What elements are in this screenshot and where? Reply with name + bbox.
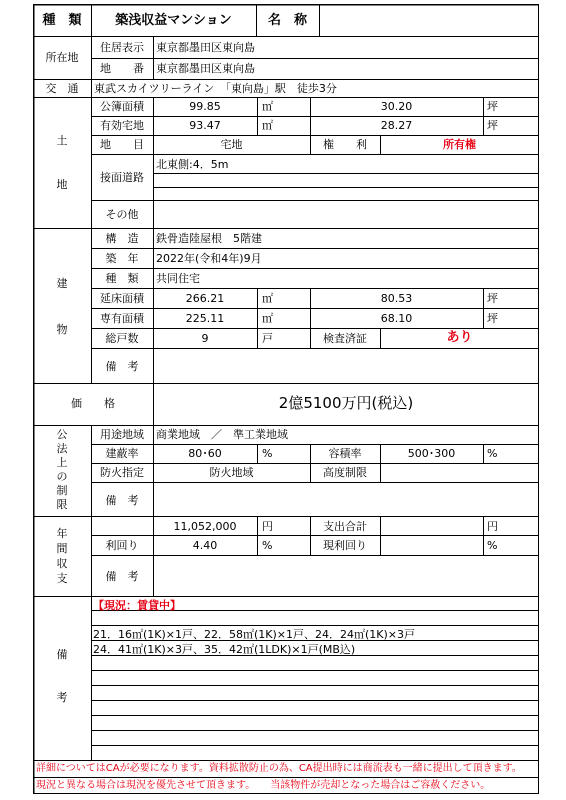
income-label-3: 収 <box>56 557 68 570</box>
registered-area-sqm: 99.85 <box>189 100 221 113</box>
coverage-unit: % <box>262 447 273 460</box>
registered-area-tsubo: 30.20 <box>380 100 413 113</box>
zoning-label-4: の <box>56 470 68 483</box>
zoning-label-5: 制 <box>56 484 68 497</box>
income-remarks-label: 備 考 <box>105 570 139 583</box>
address-value: 東京都墨田区東向島 <box>156 41 255 54</box>
unit-sqm: ㎡ <box>262 292 273 305</box>
unit-sqm: ㎡ <box>262 119 273 132</box>
building-label-top: 建 <box>56 277 68 290</box>
location-label: 所在地 <box>45 51 79 64</box>
net-yield-label: 現利回り <box>323 539 367 552</box>
lot-label: 地 番 <box>100 62 144 75</box>
net-yield-unit: % <box>487 539 498 552</box>
effective-area-tsubo: 28.27 <box>380 119 413 132</box>
address-label: 住居表示 <box>100 41 144 54</box>
transport-value: 東武スカイツリーライン 「東向島」駅 徒歩3分 <box>94 82 337 95</box>
property-sheet <box>33 4 539 794</box>
land-label-top: 土 <box>56 134 68 147</box>
zoning-label-3: 上 <box>56 456 68 469</box>
unit-tsubo: 坪 <box>487 312 498 325</box>
footer-note-2: 現況と異なる場合は現況を優先させて頂きます。 当該物件が売却となった場合はご容赦ください。 <box>36 780 491 791</box>
income-label-4: 支 <box>56 572 68 585</box>
zoning-remarks-label: 備 考 <box>105 494 139 507</box>
building-remarks-label: 備 考 <box>105 360 139 373</box>
units-value: 9 <box>201 332 209 345</box>
zoning-label-1: 公 <box>56 428 68 441</box>
structure-value: 鉄骨造陸屋根 5階建 <box>156 232 262 245</box>
unit-sqm: ㎡ <box>262 100 273 113</box>
annual-income-unit: 円 <box>262 520 273 533</box>
land-right-label: 権 利 <box>323 138 367 151</box>
zoning-label-2: 法 <box>56 442 68 455</box>
unit-tsubo: 坪 <box>487 292 498 305</box>
inspection-label: 検査済証 <box>323 332 367 345</box>
name-label: 名 称 <box>267 13 307 28</box>
price-label: 価 格 <box>71 397 115 410</box>
fire-value: 防火地域 <box>209 466 254 479</box>
lot-value: 東京都墨田区東向島 <box>156 62 255 75</box>
inspection-value: あり <box>446 330 473 345</box>
type-value: 築浅収益マンション <box>115 13 232 28</box>
use-district-label: 用途地域 <box>100 428 144 441</box>
floor-area-label: 延床面積 <box>100 292 144 305</box>
land-category-value: 宅地 <box>220 138 243 151</box>
income-label-2: 間 <box>56 542 68 555</box>
income-label-1: 年 <box>56 527 68 540</box>
remarks-label-bottom: 考 <box>56 691 68 704</box>
footer-note-1: 詳細についてはCAが必要になります。資料拡散防止の為、CA提出時には商流表も一緒に提出して頂きます。 <box>36 763 522 774</box>
built-value: 2022年(令和4年)9月 <box>156 252 262 265</box>
building-label-bottom: 物 <box>56 323 68 336</box>
building-kind-label: 種 類 <box>105 272 139 285</box>
units-label: 総戸数 <box>105 332 139 345</box>
rental-status: 【現況：賃貸中】 <box>93 599 181 612</box>
built-label: 築 年 <box>105 252 139 265</box>
use-district-value: 商業地域 ／ 準工業地域 <box>156 428 288 441</box>
zoning-label-6: 限 <box>56 498 68 511</box>
land-category-label: 地 目 <box>100 138 144 151</box>
effective-area-sqm: 93.47 <box>189 119 221 132</box>
road-value: 北東側:4．5m <box>156 158 229 171</box>
yield-value: 4.40 <box>192 539 218 552</box>
road-label: 接面道路 <box>100 171 144 184</box>
expense-unit: 円 <box>487 520 498 533</box>
units-unit: 戸 <box>262 332 273 345</box>
floor-area-tsubo: 80.53 <box>380 292 413 305</box>
type-label: 種 類 <box>42 13 82 28</box>
registered-area-label: 公簿面積 <box>100 100 144 113</box>
annual-income-value: 11,052,000 <box>173 520 237 533</box>
yield-label: 利回り <box>105 539 139 552</box>
land-right-value: 所有権 <box>443 138 476 151</box>
far-unit: % <box>487 447 498 460</box>
effective-area-label: 有効宅地 <box>100 119 144 132</box>
unit-sqm: ㎡ <box>262 312 273 325</box>
remarks-line-2: 24．41㎡(1K)×3戸、35．42㎡(1LDK)×1戸(MB込) <box>93 643 356 656</box>
unit-tsubo: 坪 <box>487 100 498 113</box>
coverage-label: 建蔽率 <box>105 447 139 460</box>
land-other-label: その他 <box>105 208 139 221</box>
exclusive-area-sqm: 225.11 <box>185 312 225 325</box>
exclusive-area-label: 専有面積 <box>100 312 144 325</box>
fire-label: 防火指定 <box>100 466 144 479</box>
coverage-value: 80･60 <box>188 447 222 460</box>
expense-label: 支出合計 <box>323 520 367 533</box>
far-label: 容積率 <box>328 447 362 460</box>
height-label: 高度制限 <box>323 466 367 479</box>
price-value: 2億5100万円(税込) <box>278 394 414 412</box>
floor-area-sqm: 266.21 <box>185 292 225 305</box>
remarks-label-top: 備 <box>56 648 68 661</box>
transport-label: 交 通 <box>45 82 79 95</box>
yield-unit: % <box>262 539 273 552</box>
remarks-line-1: 21．16㎡(1K)×1戸、22．58㎡(1K)×1戸、24．24㎡(1K)×3戸 <box>93 628 416 641</box>
unit-tsubo: 坪 <box>487 119 498 132</box>
land-label-bottom: 地 <box>56 178 68 191</box>
exclusive-area-tsubo: 68.10 <box>380 312 413 325</box>
far-value: 500･300 <box>407 447 456 460</box>
building-kind-value: 共同住宅 <box>156 272 200 285</box>
structure-label: 構 造 <box>105 232 139 245</box>
